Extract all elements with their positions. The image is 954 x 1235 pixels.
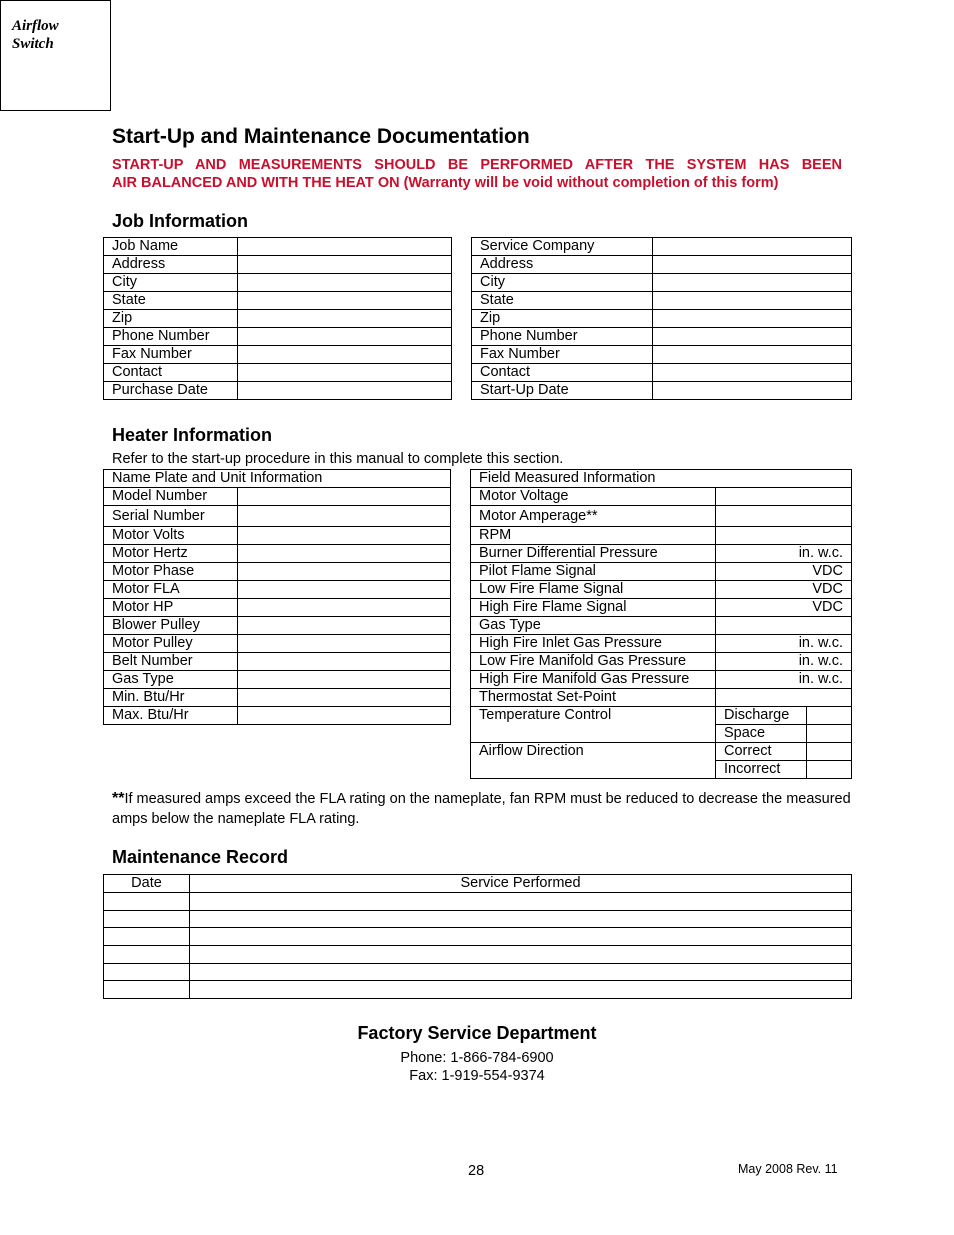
table-row bbox=[472, 310, 852, 328]
factory-fax: Fax: 1-919-554-9374 bbox=[409, 1068, 545, 1084]
date-cell[interactable] bbox=[104, 981, 190, 999]
nameplate-value[interactable] bbox=[238, 527, 451, 545]
job-field-label: Service Company bbox=[472, 238, 653, 256]
table-row bbox=[472, 364, 852, 382]
temperature-control-option: Discharge bbox=[716, 707, 807, 725]
table-row bbox=[104, 893, 852, 911]
job-field-value[interactable] bbox=[238, 382, 452, 400]
temperature-control-option: Space bbox=[716, 725, 807, 743]
nameplate-label: Belt Number bbox=[104, 653, 238, 671]
job-field-value[interactable] bbox=[653, 382, 852, 400]
job-field-label: Zip bbox=[472, 310, 653, 328]
job-field-value[interactable] bbox=[653, 292, 852, 310]
nameplate-value[interactable] bbox=[238, 506, 451, 527]
field-label: Low Fire Flame Signal bbox=[471, 581, 716, 599]
maintenance-heading: Maintenance Record bbox=[112, 847, 289, 867]
nameplate-label: Motor Volts bbox=[104, 527, 238, 545]
job-field-label: Phone Number bbox=[472, 328, 653, 346]
nameplate-label: Model Number bbox=[104, 488, 238, 506]
service-cell[interactable] bbox=[190, 910, 852, 928]
page-title: Start-Up and Maintenance Documentation bbox=[112, 125, 530, 148]
airflow-direction-checkbox[interactable] bbox=[807, 761, 852, 779]
field-value-unit[interactable] bbox=[716, 488, 852, 506]
nameplate-value[interactable] bbox=[238, 707, 451, 725]
job-field-value[interactable] bbox=[238, 328, 452, 346]
job-field-value[interactable] bbox=[238, 256, 452, 274]
airflow-direction-option: Correct bbox=[716, 743, 807, 761]
table-row bbox=[104, 617, 451, 635]
table-row bbox=[471, 599, 852, 617]
table-row bbox=[472, 346, 852, 364]
job-field-value[interactable] bbox=[238, 364, 452, 382]
section-tab-line2: Switch bbox=[12, 36, 54, 52]
job-field-value[interactable] bbox=[653, 256, 852, 274]
table-row bbox=[104, 382, 452, 400]
service-cell[interactable] bbox=[190, 893, 852, 911]
field-label: High Fire Manifold Gas Pressure bbox=[471, 671, 716, 689]
table-row bbox=[104, 238, 452, 256]
service-cell[interactable] bbox=[190, 946, 852, 964]
field-value-unit[interactable]: in. w.c. bbox=[716, 671, 852, 689]
field-value-unit[interactable]: VDC bbox=[716, 563, 852, 581]
nameplate-label: Motor Phase bbox=[104, 563, 238, 581]
field-label: High Fire Flame Signal bbox=[471, 599, 716, 617]
warning-text bbox=[112, 156, 842, 192]
job-field-value[interactable] bbox=[238, 292, 452, 310]
job-field-label: Contact bbox=[472, 364, 653, 382]
job-info-table-right bbox=[471, 237, 852, 400]
table-row bbox=[471, 617, 852, 635]
field-value-unit[interactable]: in. w.c. bbox=[716, 635, 852, 653]
field-measured-header: Field Measured Information bbox=[471, 470, 852, 488]
table-row bbox=[104, 581, 451, 599]
table-row bbox=[104, 563, 451, 581]
job-field-value[interactable] bbox=[653, 238, 852, 256]
table-row bbox=[471, 707, 852, 725]
field-label: Motor Voltage bbox=[471, 488, 716, 506]
field-value-unit[interactable]: in. w.c. bbox=[716, 653, 852, 671]
table-row bbox=[104, 364, 452, 382]
date-cell[interactable] bbox=[104, 910, 190, 928]
job-field-value[interactable] bbox=[238, 238, 452, 256]
table-row bbox=[471, 671, 852, 689]
job-info-table-left bbox=[103, 237, 452, 400]
page-number: 28 bbox=[468, 1163, 485, 1179]
table-row bbox=[104, 689, 451, 707]
job-field-label: Zip bbox=[104, 310, 238, 328]
nameplate-header: Name Plate and Unit Information bbox=[104, 470, 451, 488]
nameplate-label: Max. Btu/Hr bbox=[104, 707, 238, 725]
nameplate-value[interactable] bbox=[238, 635, 451, 653]
nameplate-value[interactable] bbox=[238, 581, 451, 599]
job-field-value[interactable] bbox=[653, 346, 852, 364]
job-field-label: Phone Number bbox=[104, 328, 238, 346]
amps-note bbox=[112, 789, 852, 829]
table-row bbox=[104, 328, 452, 346]
field-label: Burner Differential Pressure bbox=[471, 545, 716, 563]
job-field-label: City bbox=[104, 274, 238, 292]
table-row bbox=[104, 346, 452, 364]
nameplate-label: Gas Type bbox=[104, 671, 238, 689]
nameplate-value[interactable] bbox=[238, 617, 451, 635]
maintenance-table bbox=[103, 874, 852, 999]
table-row bbox=[472, 238, 852, 256]
factory-phone: Phone: 1-866-784-6900 bbox=[400, 1050, 554, 1066]
table-row bbox=[471, 653, 852, 671]
airflow-direction-option: Incorrect bbox=[716, 761, 807, 779]
date-cell[interactable] bbox=[104, 963, 190, 981]
temperature-control-checkbox[interactable] bbox=[807, 725, 852, 743]
field-value-unit[interactable] bbox=[716, 506, 852, 527]
service-cell[interactable] bbox=[190, 963, 852, 981]
job-field-label: State bbox=[472, 292, 653, 310]
table-row bbox=[472, 274, 852, 292]
revision-date: May 2008 Rev. 11 bbox=[738, 1162, 838, 1176]
note-stars: ** bbox=[112, 790, 125, 807]
warning-line2: AIR BALANCED AND WITH THE HEAT ON (Warranty will be void without completion of this form) bbox=[112, 175, 779, 191]
job-field-label: City bbox=[472, 274, 653, 292]
job-field-label: Fax Number bbox=[472, 346, 653, 364]
date-cell[interactable] bbox=[104, 946, 190, 964]
table-row bbox=[104, 488, 451, 506]
table-row bbox=[471, 563, 852, 581]
temperature-control-checkbox[interactable] bbox=[807, 707, 852, 725]
job-info-heading: Job Information bbox=[112, 211, 248, 231]
maintenance-col-date: Date bbox=[104, 875, 190, 893]
table-row bbox=[104, 635, 451, 653]
nameplate-label: Motor Pulley bbox=[104, 635, 238, 653]
table-row bbox=[104, 910, 852, 928]
job-field-value[interactable] bbox=[238, 274, 452, 292]
job-field-value[interactable] bbox=[238, 310, 452, 328]
field-label: High Fire Inlet Gas Pressure bbox=[471, 635, 716, 653]
nameplate-value[interactable] bbox=[238, 653, 451, 671]
table-row bbox=[104, 310, 452, 328]
field-label: Low Fire Manifold Gas Pressure bbox=[471, 653, 716, 671]
heater-info-heading: Heater Information bbox=[112, 425, 273, 445]
field-value-unit[interactable]: VDC bbox=[716, 581, 852, 599]
nameplate-value[interactable] bbox=[238, 488, 451, 506]
table-row bbox=[104, 599, 451, 617]
section-tab-line1: Airflow bbox=[12, 18, 59, 34]
nameplate-label: Motor Hertz bbox=[104, 545, 238, 563]
job-field-value[interactable] bbox=[653, 310, 852, 328]
job-field-label: Address bbox=[104, 256, 238, 274]
job-field-label: Start-Up Date bbox=[472, 382, 653, 400]
job-field-label: State bbox=[104, 292, 238, 310]
field-label: Gas Type bbox=[471, 617, 716, 635]
field-value-unit[interactable]: in. w.c. bbox=[716, 545, 852, 563]
table-row bbox=[104, 981, 852, 999]
job-field-value[interactable] bbox=[653, 274, 852, 292]
nameplate-label: Serial Number bbox=[104, 506, 238, 527]
job-field-label: Purchase Date bbox=[104, 382, 238, 400]
note-text: If measured amps exceed the FLA rating on the nameplate, fan RPM must be reduced to decrease the measured amps below the nameplate FLA rating. bbox=[112, 791, 851, 827]
table-row bbox=[104, 527, 451, 545]
table-row bbox=[471, 488, 852, 506]
service-cell[interactable] bbox=[190, 981, 852, 999]
table-row bbox=[104, 274, 452, 292]
date-cell[interactable] bbox=[104, 893, 190, 911]
factory-service-heading: Factory Service Department bbox=[357, 1023, 597, 1043]
table-row bbox=[104, 545, 451, 563]
heater-info-intro: Refer to the start-up procedure in this manual to complete this section. bbox=[112, 451, 564, 467]
nameplate-label: Min. Btu/Hr bbox=[104, 689, 238, 707]
table-row bbox=[471, 506, 852, 527]
table-row bbox=[471, 581, 852, 599]
job-field-label: Address bbox=[472, 256, 653, 274]
nameplate-value[interactable] bbox=[238, 545, 451, 563]
nameplate-label: Blower Pulley bbox=[104, 617, 238, 635]
table-row bbox=[472, 328, 852, 346]
table-row bbox=[104, 653, 451, 671]
service-cell[interactable] bbox=[190, 928, 852, 946]
field-label: RPM bbox=[471, 527, 716, 545]
nameplate-label: Motor HP bbox=[104, 599, 238, 617]
field-measured-table bbox=[470, 469, 852, 779]
nameplate-value[interactable] bbox=[238, 599, 451, 617]
warning-line1: START-UP AND MEASUREMENTS SHOULD BE PERFORMED AFTER THE SYSTEM HAS BEEN bbox=[112, 157, 842, 173]
section-tab-box bbox=[0, 0, 111, 111]
job-field-label: Fax Number bbox=[104, 346, 238, 364]
job-field-value[interactable] bbox=[653, 364, 852, 382]
temperature-control-label: Temperature Control bbox=[471, 707, 716, 743]
table-row bbox=[104, 963, 852, 981]
field-label: Motor Amperage** bbox=[471, 506, 716, 527]
job-field-value[interactable] bbox=[653, 328, 852, 346]
table-row bbox=[471, 743, 852, 761]
job-field-label: Contact bbox=[104, 364, 238, 382]
table-row bbox=[104, 256, 452, 274]
field-value-unit[interactable] bbox=[716, 527, 852, 545]
job-field-value[interactable] bbox=[238, 346, 452, 364]
field-value-unit[interactable] bbox=[716, 689, 852, 707]
field-label: Thermostat Set-Point bbox=[471, 689, 716, 707]
table-row bbox=[472, 292, 852, 310]
table-row bbox=[472, 256, 852, 274]
table-row bbox=[471, 527, 852, 545]
field-label: Pilot Flame Signal bbox=[471, 563, 716, 581]
nameplate-value[interactable] bbox=[238, 689, 451, 707]
nameplate-value[interactable] bbox=[238, 563, 451, 581]
date-cell[interactable] bbox=[104, 928, 190, 946]
airflow-direction-label: Airflow Direction bbox=[471, 743, 716, 779]
job-field-label: Job Name bbox=[104, 238, 238, 256]
table-row bbox=[104, 928, 852, 946]
nameplate-table bbox=[103, 469, 451, 725]
field-value-unit[interactable] bbox=[716, 617, 852, 635]
airflow-direction-checkbox[interactable] bbox=[807, 743, 852, 761]
table-row bbox=[471, 635, 852, 653]
table-row bbox=[104, 292, 452, 310]
table-row bbox=[104, 671, 451, 689]
table-row bbox=[104, 506, 451, 527]
field-value-unit[interactable]: VDC bbox=[716, 599, 852, 617]
table-row bbox=[472, 382, 852, 400]
nameplate-label: Motor FLA bbox=[104, 581, 238, 599]
nameplate-value[interactable] bbox=[238, 671, 451, 689]
table-row bbox=[471, 689, 852, 707]
table-row bbox=[104, 946, 852, 964]
table-row bbox=[104, 707, 451, 725]
table-row bbox=[471, 545, 852, 563]
maintenance-col-service: Service Performed bbox=[190, 875, 852, 893]
